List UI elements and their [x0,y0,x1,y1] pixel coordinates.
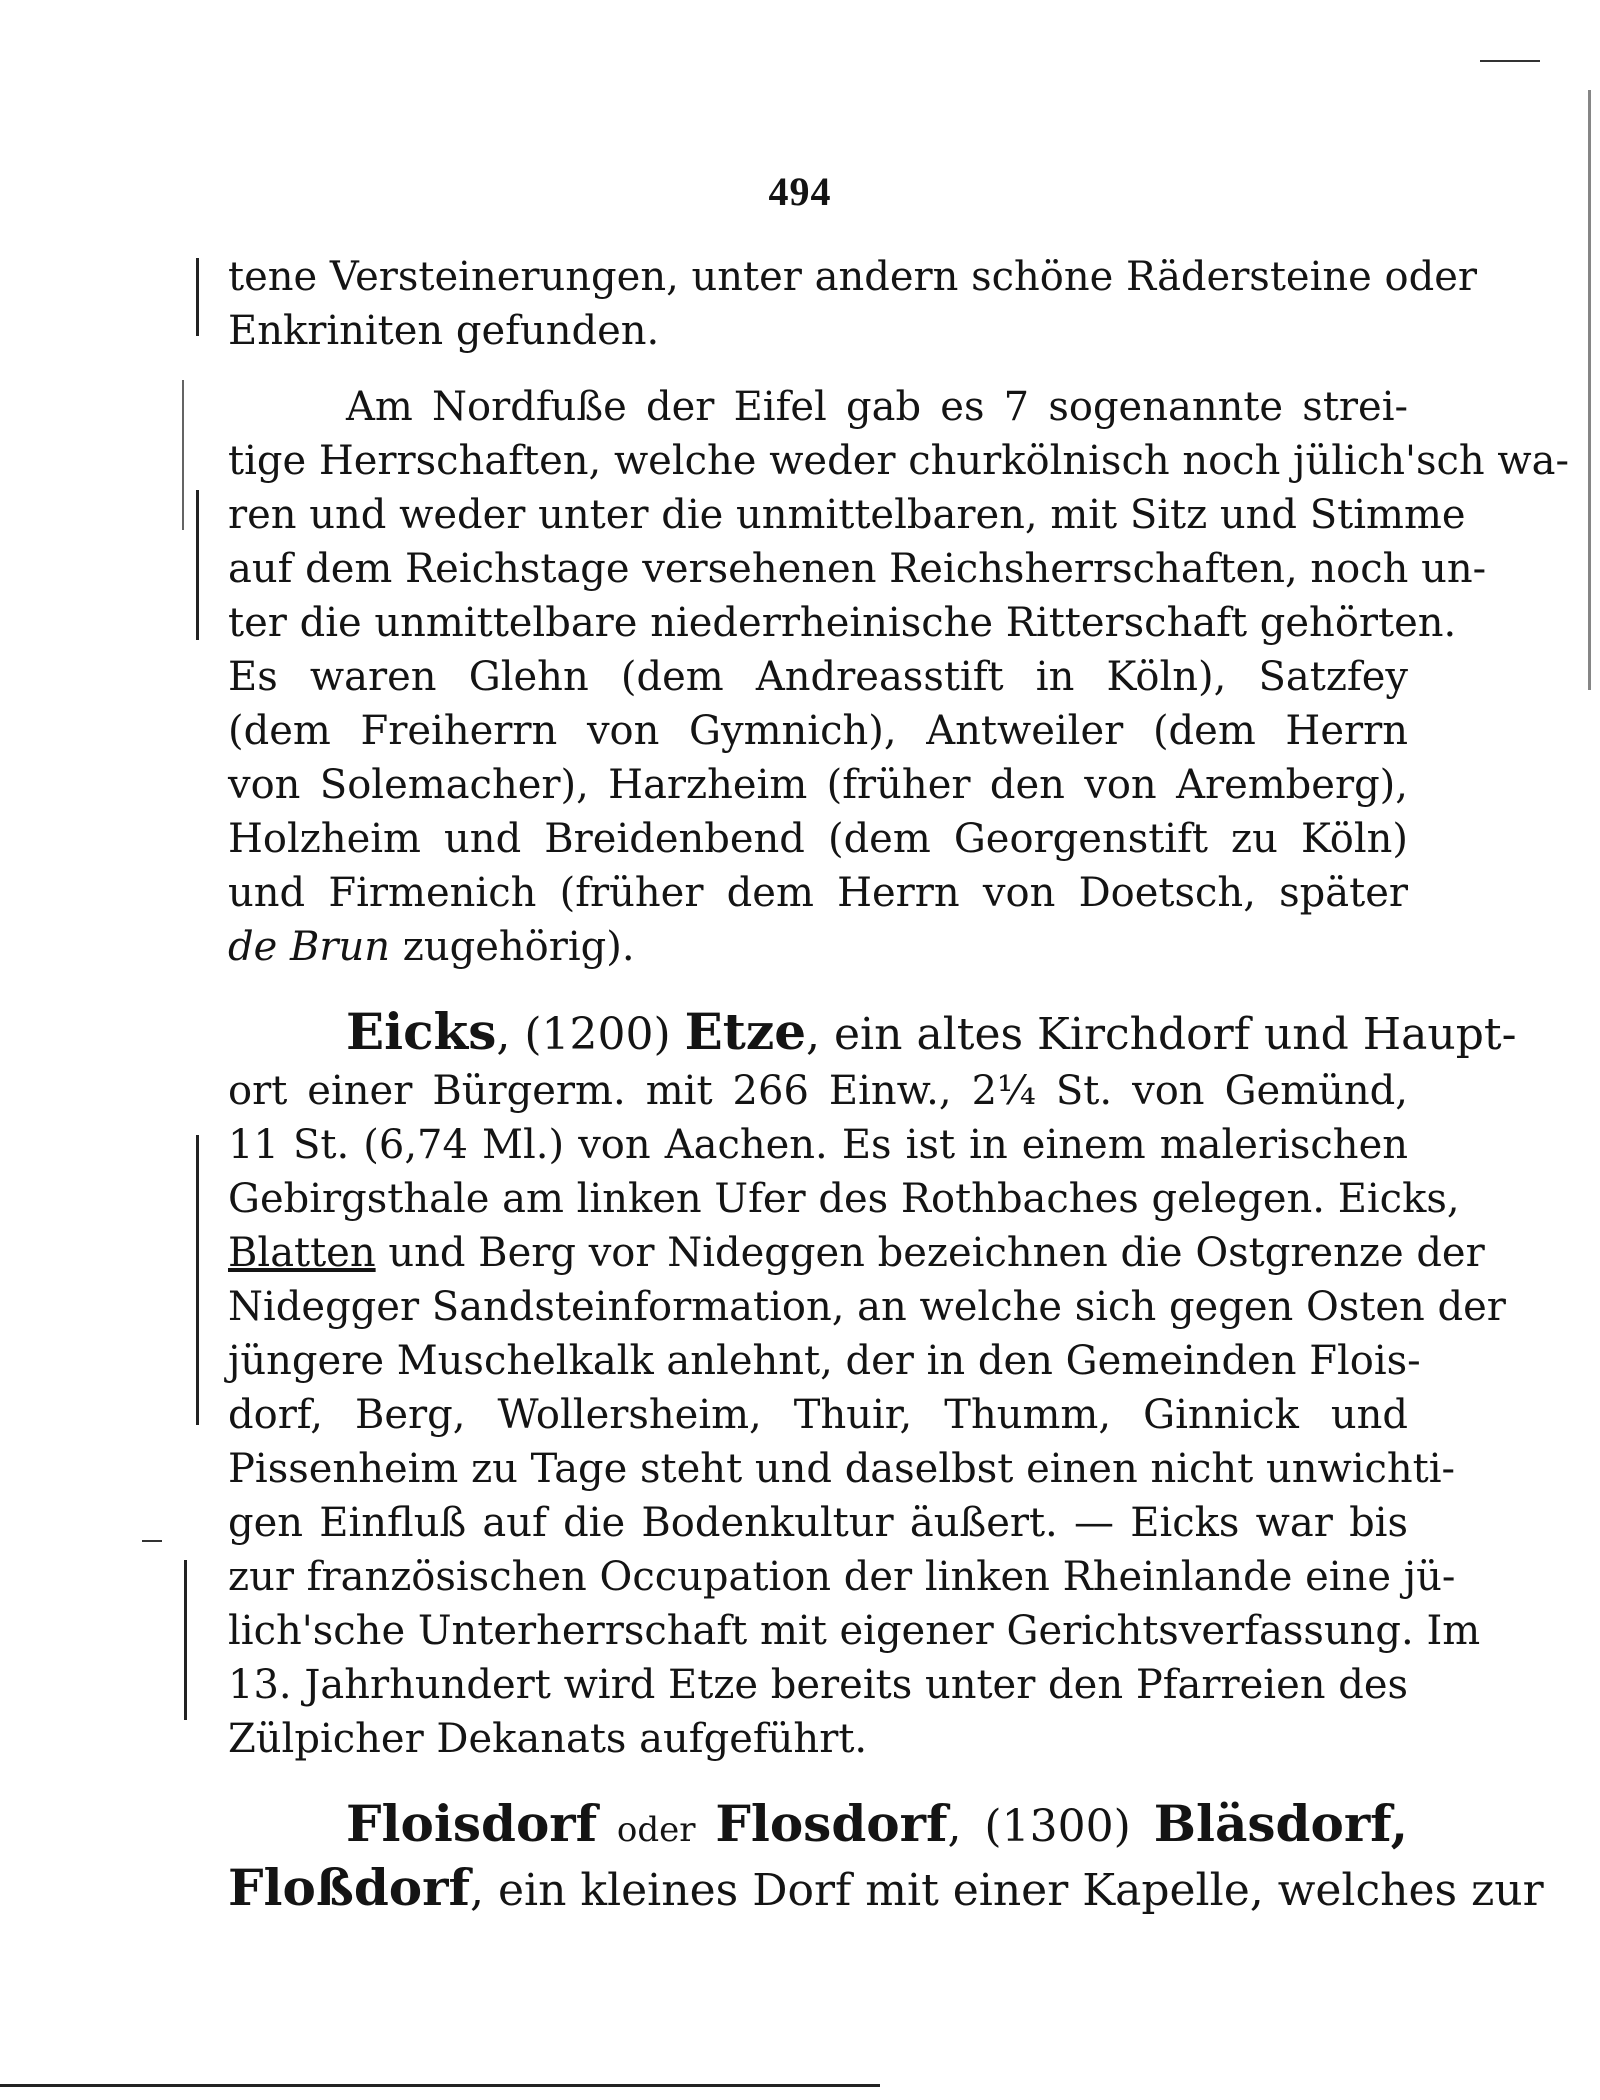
body-text [228,250,1569,1920]
entry-title: Floisdorf [346,1794,598,1853]
text-line: ort einer Bürgerm. mit 266 Einw., 2¼ St. von Gemünd, [228,1068,1408,1114]
entry-variant: Floßdorf [228,1858,470,1917]
text-line: von Solemacher), Harzheim (früher den von Aremberg), [228,762,1408,808]
text-line: Am Nordfuße der Eifel gab es 7 sogenannte strei- [346,384,1408,430]
text-line: Floßdorf, ein kleines Dorf mit einer Kapelle, welches zur [228,1858,1544,1917]
text-line: (dem Freiherrn von Gymnich), Antweiler (dem Herrn [228,708,1408,754]
text-line: jüngere Muschelkalk anlehnt, der in den Gemeinden Flois- [228,1338,1421,1384]
text-line: 11 St. (6,74 Ml.) von Aachen. Es ist in einem malerischen [228,1122,1408,1168]
text-line: Es waren Glehn (dem Andreasstift in Köln), Satzfey [228,654,1408,700]
underlined-word: Blatten [228,1230,376,1276]
margin-tick [142,1540,162,1542]
text-line: Blatten und Berg vor Nideggen bezeichnen die Ostgrenze der [228,1230,1485,1276]
text-line: lich'sche Unterherrschaft mit eigener Gerichtsverfassung. Im [228,1608,1481,1654]
text-line: zur französischen Occupation der linken Rheinlande eine jü- [228,1554,1456,1600]
entry-variant: Etze [684,1002,807,1061]
text-line: auf dem Reichstage versehenen Reichsherrschaften, noch un- [228,546,1487,592]
text-line: de Brun zugehörig). [228,924,635,970]
corner-tick [1480,60,1540,62]
entry-title: Eicks [346,1002,497,1061]
italic-name: de Brun [228,924,391,970]
margin-mark [184,1560,187,1720]
text-line: tige Herrschaften, welche weder churkölnisch noch jülich'sch wa- [228,438,1569,484]
margin-mark [196,1135,199,1425]
text-line: Pissenheim zu Tage steht und daselbst einen nicht unwichti- [228,1446,1456,1492]
text-line: 13. Jahrhundert wird Etze bereits unter den Pfarreien des [228,1662,1409,1708]
page-number: 494 [768,169,832,214]
margin-mark [196,490,199,640]
margin-mark [1588,90,1591,690]
entry-variant: Flosdorf [715,1794,948,1853]
entry-variant: Bläsdorf, [1153,1794,1408,1853]
text-line: Holzheim und Breidenbend (dem Georgenstift zu Köln) [228,816,1408,862]
margin-mark [196,258,199,336]
text-line: Enkriniten gefunden. [228,308,660,354]
margin-mark [182,380,184,530]
text-line: Gebirgsthale am linken Ufer des Rothbaches gelegen. Eicks, [228,1176,1460,1222]
text-line: und Firmenich (früher dem Herrn von Doetsch, später [228,870,1408,916]
entry-heading-line: Floisdorf oder Flosdorf, (1300) Bläsdorf, [346,1794,1408,1853]
text-line: ren und weder unter die unmittelbaren, mit Sitz und Stimme [228,492,1466,538]
text-line: tene Versteinerungen, unter andern schöne Rädersteine oder [228,254,1478,300]
entry-heading-line: Eicks, (1200) Etze, ein altes Kirchdorf und Haupt- [346,1002,1517,1061]
text-line: Zülpicher Dekanats aufgeführt. [228,1716,868,1762]
text-line: dorf, Berg, Wollersheim, Thuir, Thumm, Ginnick und [228,1392,1408,1438]
text-line: gen Einfluß auf die Bodenkultur äußert. — Eicks war bis [228,1500,1408,1546]
text-line: ter die unmittelbare niederrheinische Ritterschaft gehörten. [228,600,1457,646]
text-line: Nidegger Sandsteinformation, an welche sich gegen Osten der [228,1284,1506,1330]
bottom-rule [0,2084,880,2087]
